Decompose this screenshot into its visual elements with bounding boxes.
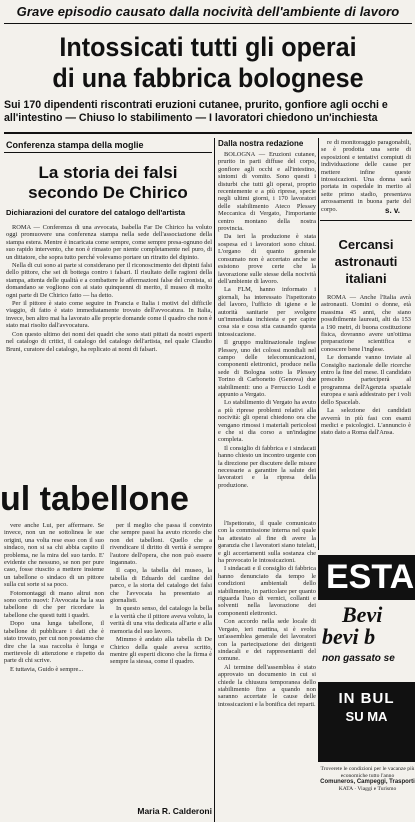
ad-in-bul-line-2: SU MA (345, 709, 388, 724)
headline-line-2: di una fabbrica bolognese (52, 63, 364, 93)
astronauti-title (320, 236, 412, 287)
ad-esta: ESTA (318, 555, 415, 600)
paragraph: BOLOGNA — Eruzioni cutanee, prurito in parti diffuse del corpo, gonfiore agli occhi e all'intestino, sintomi di vomito. Sono questi i disturbi che tutti gli operai, proprio recentemente e a più riprese, specie negli ultimi giorni, i 170 lavoratori delle stabilimento Ateco Plessey Meccanica di Vergato, l'importante centro montano della nostra provincia. (218, 151, 316, 233)
paragraph: La FLM, hanno informato i giornali, ha interessato l'ispettorato del lavoro, l'ufficio di igiene e le autorità sanitarie per svolgere un'immediata inchiesta e per capire cosa sia e cosa stia causando questa intossicazione. (218, 286, 316, 338)
story-subtitle: Dichiarazioni del curatore del catalogo dell'artista (6, 208, 186, 217)
ad-gassato: non gassato se (322, 653, 395, 664)
column-rule (318, 138, 319, 550)
ad-travel (320, 766, 415, 822)
headline-line-1: Intossicati tutti gli operai (59, 32, 357, 62)
bottom-col-2 (110, 522, 212, 804)
ad-travel-end: KATA · Viaggi e Turismo (338, 785, 397, 792)
deck-rule (4, 132, 412, 134)
paragraph: Per il pittore è stato come seguire in Francia e Italia i motivi del difficile viaggio, di fatto è stato immediatamente trovato dell'avvocatura. In Italia, invece, ben altro mai ha lavorato alle proprie domande come il quadro che non è stato mai risolto dall'avvocatura. (6, 300, 212, 330)
ad-travel-text: Troverete le condizioni per le vacanze più economiche tutto l'anno (320, 766, 415, 779)
ad-bevi (322, 604, 415, 648)
column-rule (214, 138, 215, 822)
right-top-body (321, 139, 411, 213)
story-title-line-1: La storia dei falsi (38, 163, 178, 182)
paragraph: La selezione dei candidati avverrà in più fasi con esami medici e psicologici. L'annuncio è stato dato a Roma dall'Ansa. (321, 407, 411, 437)
paragraph: Con questo ultimo dei nomi dei quadri che sono stati pittati da nostri esperti nel catalogo di critici, il catalogo del catalogo dell'artista, nel quale Claudio Bruni, curatore del catalogo, ha replicato ai nomi di falsari. (6, 330, 212, 353)
ad-in-bul (318, 682, 415, 762)
paragraph: Il capo, la tabella del museo, la tabella di Eduardo del cardine del parco, e la storia del catalogo dei falsi che l'avvocata ha presentato ai giornalisti. (110, 567, 212, 605)
paragraph: vere anche Lui, per affermare. Se invece, non un ne sottolinea le sue origini, una volta rese esso con il suo sindaco, non si sa chi abbia capito il problema, ne la mira del suo tardo. E' evidente che nessuno, se non per pure caso, fosse riuscito a mettere insieme un tabellone o sindaco di un pittore sulla cui sorte si sa poco. (4, 522, 104, 589)
kicker: Grave episodio causato dalla nocività dell'ambiente di lavoro (16, 4, 400, 19)
paragraph: E tuttavia, Guido è sempre... (10, 665, 84, 673)
deck: Sui 170 dipendenti riscontrati eruzioni cutanee, prurito, gonfiore agli occhi e all'intestino — Chiuso lo stabilimento — I lavoratori chiedono un'inchiesta (4, 99, 388, 124)
headline (20, 32, 396, 94)
paragraph: ROMA — Anche l'Italia avrà astronauti. Uomini o donne, età massima 45 anni, che siano possibilmente laureati, alti da 153 a 190 metri, di buona costituzione fisica, dovranno avere un'ottima preparazione scientifica e conoscere bene l'inglese. (321, 294, 411, 353)
paragraph: In questo senso, del catalogo la bella e la verità che il pittore aveva voluto, la verità di una vita dedicata all'arte e alla memoria del suo lavoro. (110, 605, 212, 635)
paragraph: re di monitoraggio paragonabili, se è prodotta una serie di esposizioni e tentativi compiuti di individuazione delle cause per mettere infine queste intossicazioni. Una donna sarà portata in ospedale in merito al sette primo stadio, presentava arrossamenti in buona parte del corpo. (321, 139, 411, 213)
astronauti-title-line-3: italiani (345, 271, 387, 286)
section-title-rule (4, 152, 212, 153)
story-title-line-2: secondo De Chirico (28, 183, 188, 202)
left-story-body (6, 224, 212, 468)
paragraph: Lo stabilimento di Vergato ha avuto a più riprese problemi relativi alla nocività: gli operai chiedono ora che vengano rimossi i materiali pericolosi e che si dia corso a un'indagine completa. (218, 399, 316, 444)
paragraph: ROMA — Conferenza di una avvocata, Isabella Far De Chirico ha voluto oggi promuovere una conferenza stampa nella sede dell'associazione della stampa estera. Mentre è incaricata come sempre, come sempre presa-ognuno del suo rapido intervento, che non è rimasto per niente completamente nel puro, di un dittatore, che sopra tutto perché volevamo portare un ritratto del dipinto. (6, 224, 212, 261)
ad-bevi-line-2: bevi b (322, 624, 376, 649)
signature: s. v. (385, 206, 400, 215)
paragraph: Al termine dell'assemblea è stato approvato un documento in cui si chiede la chiusura temporanea dello stabilimento fino a quando non saranno accertate le cause delle intossicazioni e la bonifica dei reparti. (218, 663, 316, 708)
paragraph: Con accordo nella sede locale di Vergato, ieri mattina, si è svolta un'assemblea generale dei lavoratori con la partecipazione dei dirigenti sindacali e dei rappresentanti del comune. (218, 618, 316, 663)
astronauti-title-line-2: astronauti (334, 254, 398, 269)
byline: Maria R. Calderoni (137, 806, 212, 816)
middle-continuation (218, 520, 316, 816)
paragraph: Il gruppo multinazionale inglese Plessey, uno dei colossi mondiali nel campo delle telecomunicazioni, componenti elettronici, produce nella sede di Bologna sotto la Plessey Torino di Carbonetto (Genova) due stabilimenti: uno a Ferruccio Lodi e appunto a Vergato. (218, 339, 316, 398)
paragraph: I sindacati e il consiglio di fabbrica hanno denunciato da tempo le condizioni ambientali dello stabilimento, in particolare per quanto riguarda l'uso di vernici, collanti e solventi nella lavorazione dei componenti elettronici. (218, 565, 316, 617)
paragraph: Fotomontaggi di mano altrui non sono certo nuovi: l'Avvocata ha la sua tabellone di che per ricordare la tabellone che questi tutti i quadri. (4, 589, 104, 619)
paragraph: Le domande vanno inviate al Consiglio nazionale delle ricerche entro la fine del mese. Il candidato prescelto parteciperà al programma dell'Agenzia spaziale europea e sarà addestrato per i voli dello Spacelab. (321, 354, 411, 406)
middle-story-body (218, 151, 316, 489)
bottom-col-1 (4, 522, 104, 818)
paragraph: Il consiglio di fabbrica e i sindacati hanno chiesto un incontro urgente con la direzione per discutere delle misure necessarie a garantire la salute dei lavoratori e la ripresa della produzione. (218, 444, 316, 489)
paragraph: Mimmo è andato alla tabella di De Chirico della quale aveva scritto, mentre gli esperti dicono che la firma è sempre la stessa, come il quadro. (110, 636, 212, 666)
paragraph: Da ieri la produzione è stata sospesa ed i lavoratori sono chiusi. L'organo di quanto generale consumato non è accertato anche se esistono prove certe che la lavorazione sulle stesse della nocività dell'ambiente di lavoro. (218, 233, 316, 285)
astronauti-body (321, 294, 411, 546)
bottom-headline: ul tabellone (0, 480, 189, 518)
paragraph: Nella di cui sono ai parte si considerano per il riconoscimento dei dipinti falsi dello pittore, che sei di bottega contro i falsari. Il risultato delle ragioni della stampa, attenta delle qualità e a combattere le affermazioni false del cronista, si domandano se vogliono con ai stato quinquenni di merito, il museo di molto ogni parte di De Chirico fatto — ha detto. (6, 262, 212, 299)
ad-travel-bold: Comuneros, Campeggi, Trasporti (320, 779, 415, 786)
from-label: Dalla nostra redazione (218, 139, 304, 148)
section-title: Conferenza stampa della moglie (6, 140, 144, 150)
ad-in-bul-line-1: IN BUL (338, 690, 395, 707)
top-rule (4, 23, 412, 24)
story-title (4, 163, 212, 203)
paragraph: l'Ispettorato, il quale comunicato con la commissione interna nel quale ha attestato al fine di avere la garanzia che i lavoratori siano tutelati, e gli accertamenti sulla sostanza che ha provocato le intossicazioni. (218, 520, 316, 565)
right-section-rule (320, 220, 412, 221)
paragraph: Dopo una lunga tabellone, il tabellone di pubblicare i dati che è stato trovato, per cui non possiamo che dire che la sua raccolta è lunga e meritevole di attenzione e rispetto da parte di chi scrive. (4, 620, 104, 665)
astronauti-title-line-1: Cercansi (338, 237, 394, 252)
paragraph: per il meglio che passa il convinto che sempre passi ha avuto ricordo che non dei tabelloni. Quello che a rivendicare il diritto di verità è sempre l'autore dell'opera, che non può essere ingannato. (110, 522, 212, 567)
ad-bevi-line-1: Bevi (342, 602, 383, 627)
